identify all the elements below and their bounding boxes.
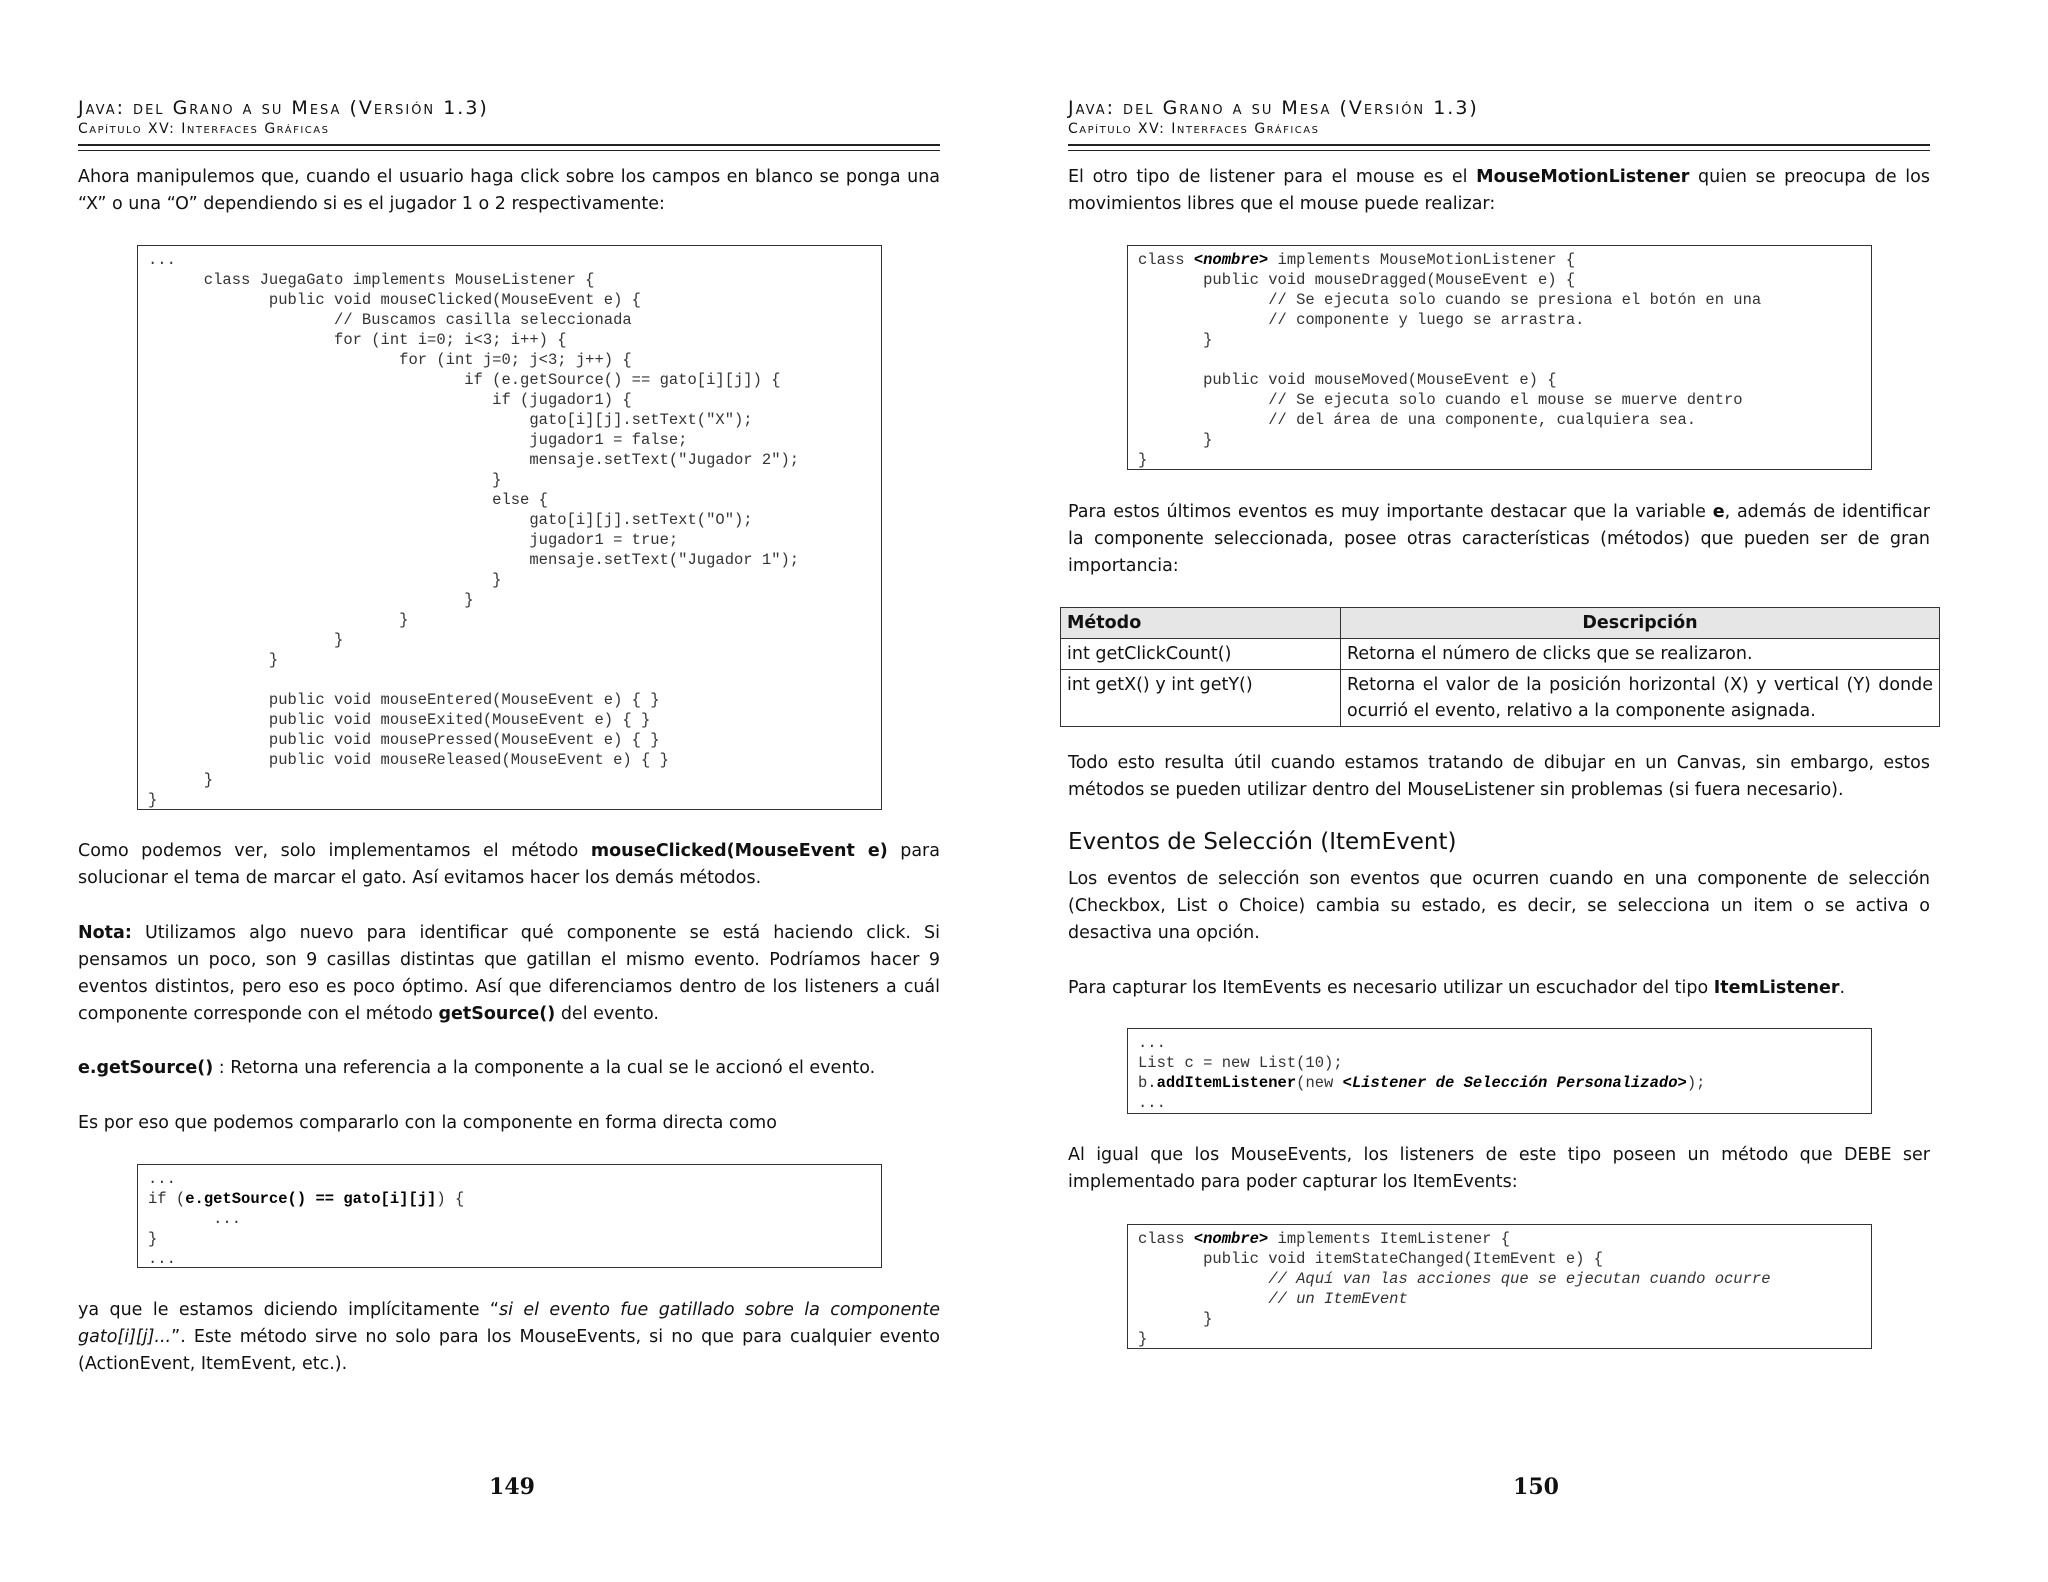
implicit-paragraph: ya que le estamos diciendo implícitamente “si el evento fue gatillado sobre la componente gato[i][j]...”. Este método sirve no solo para los MouseEvents, si no que para cualquier evento (ActionEvent, ItemEvent, etc.). xyxy=(78,1300,940,1374)
getsource-definition: e.getSource() : Retorna una referencia a la componente a la cual se le accionó el evento. xyxy=(78,1058,876,1078)
running-header xyxy=(1068,96,1930,138)
table-cell: Retorna el número de clicks que se realizaron. xyxy=(1341,639,1940,670)
table-row xyxy=(1061,670,1940,727)
table-row xyxy=(1061,639,1940,670)
intro-paragraph: Ahora manipulemos que, cuando el usuario haga click sobre los campos en blanco se ponga una “X” o una “O” dependiendo si es el jugador 1 o 2 respectivamente: xyxy=(78,167,940,214)
code-block-juegagato: ... class JuegaGato implements MouseListener { public void mouseClicked(MouseEvent e) { // Buscamos casilla seleccionada for (int i=0; i<3; i++) { for (int j=0; j<3; j++) { if (e.getSource() == gato[i][j]) { if (jugador1) { gato[i][j].setText("X"); jugador1 = false; mensaje.setText("Jugador 2"); } else { gato[i][j].setText("O"); jugador1 = true; mensaje.setText("Jugador 1"); } } } } } public void mouseEntered(MouseEvent e) { } public void mouseExited(MouseEvent e) { } public void mousePressed(MouseEvent e) { } public void mouseReleased(MouseEvent e) { } } } xyxy=(137,245,882,810)
code-block-itemlistener: class <nombre> implements ItemListener { public void itemStateChanged(ItemEvent e) { // Aquí van las acciones que se ejecutan cuando ocurre // un ItemEvent } } xyxy=(1127,1224,1872,1349)
canvas-paragraph: Todo esto resulta útil cuando estamos tratando de dibujar en un Canvas, sin embargo, estos métodos se pueden utilizar dentro del MouseListener sin problemas (si fuera necesario). xyxy=(1068,753,1930,800)
table-cell: int getClickCount() xyxy=(1061,639,1341,670)
table-header-row xyxy=(1061,608,1940,639)
code-block-mousemotionlistener: class <nombre> implements MouseMotionListener { public void mouseDragged(MouseEvent e) { // Se ejecuta solo cuando se presiona el botón en una // componente y luego se arrastra. } public void mouseMoved(MouseEvent e) { // Se ejecuta solo cuando el mouse se muerve dentro // del área de una componente, cualquiera sea. } } xyxy=(1127,245,1872,470)
code-block-getsource: ... if (e.getSource() == gato[i][j]) { ... } ... xyxy=(137,1164,882,1268)
table-header-cell: Descripción xyxy=(1341,608,1940,639)
variable-e-paragraph: Para estos últimos eventos es muy importante destacar que la variable e, además de identificar la componente seleccionada, posee otras características (métodos) que pueden ser de gran importancia: xyxy=(1068,502,1930,576)
book-title: Java: del Grano a su Mesa (Versión 1.3) xyxy=(78,97,489,119)
header-rule xyxy=(1068,144,1930,151)
section-heading: Eventos de Selección (ItemEvent) xyxy=(1068,829,1457,855)
right-page xyxy=(1024,0,2048,1582)
code-block-additemlistener: ... List c = new List(10); b.addItemListener(new <Listener de Selección Personalizado>); ... xyxy=(1127,1028,1872,1114)
compare-paragraph: Es por eso que podemos compararlo con la componente en forma directa como xyxy=(78,1113,777,1133)
itemlistener-paragraph: Para capturar los ItemEvents es necesario utilizar un escuchador del tipo ItemListener. xyxy=(1068,978,1846,998)
chapter-title: Capítulo XV: Interfaces Gráficas xyxy=(1068,121,1320,137)
table-header-cell: Método xyxy=(1061,608,1341,639)
header-rule xyxy=(78,144,940,151)
note-paragraph: Nota: Utilizamos algo nuevo para identificar qué componente se está haciendo click. Si pensamos un poco, son 9 casillas distintas que gatillan el mismo evento. Podríamos hacer 9 eventos distintos, pero eso es poco óptimo. Así que diferenciamos dentro de los listeners a cuál componente corresponde con el método getSource() del evento. xyxy=(78,923,940,1024)
page-number: 149 xyxy=(489,1474,535,1500)
page-number: 150 xyxy=(1513,1474,1559,1500)
mousemotion-paragraph: El otro tipo de listener para el mouse es el MouseMotionListener quien se preocupa de los movimientos libres que el mouse puede realizar: xyxy=(1068,167,1930,214)
debe-paragraph: Al igual que los MouseEvents, los listeners de este tipo poseen un método que DEBE ser implementado para poder capturar los ItemEvents: xyxy=(1068,1145,1930,1192)
table-cell: int getX() y int getY() xyxy=(1061,670,1341,727)
running-header xyxy=(78,96,940,138)
methods-table xyxy=(1060,607,1940,727)
paragraph-mouseclicked: Como podemos ver, solo implementamos el método mouseClicked(MouseEvent e) para solucionar el tema de marcar el gato. Así evitamos hacer los demás métodos. xyxy=(78,841,940,888)
chapter-title: Capítulo XV: Interfaces Gráficas xyxy=(78,121,330,137)
itemevent-paragraph: Los eventos de selección son eventos que ocurren cuando en una componente de selección (Checkbox, List o Choice) cambia su estado, es decir, se selecciona un item o se activa o desactiva una opción. xyxy=(1068,869,1930,943)
table-cell: Retorna el valor de la posición horizontal (X) y vertical (Y) donde ocurrió el evento, relativo a la componente asignada. xyxy=(1341,670,1940,727)
book-title: Java: del Grano a su Mesa (Versión 1.3) xyxy=(1068,97,1479,119)
